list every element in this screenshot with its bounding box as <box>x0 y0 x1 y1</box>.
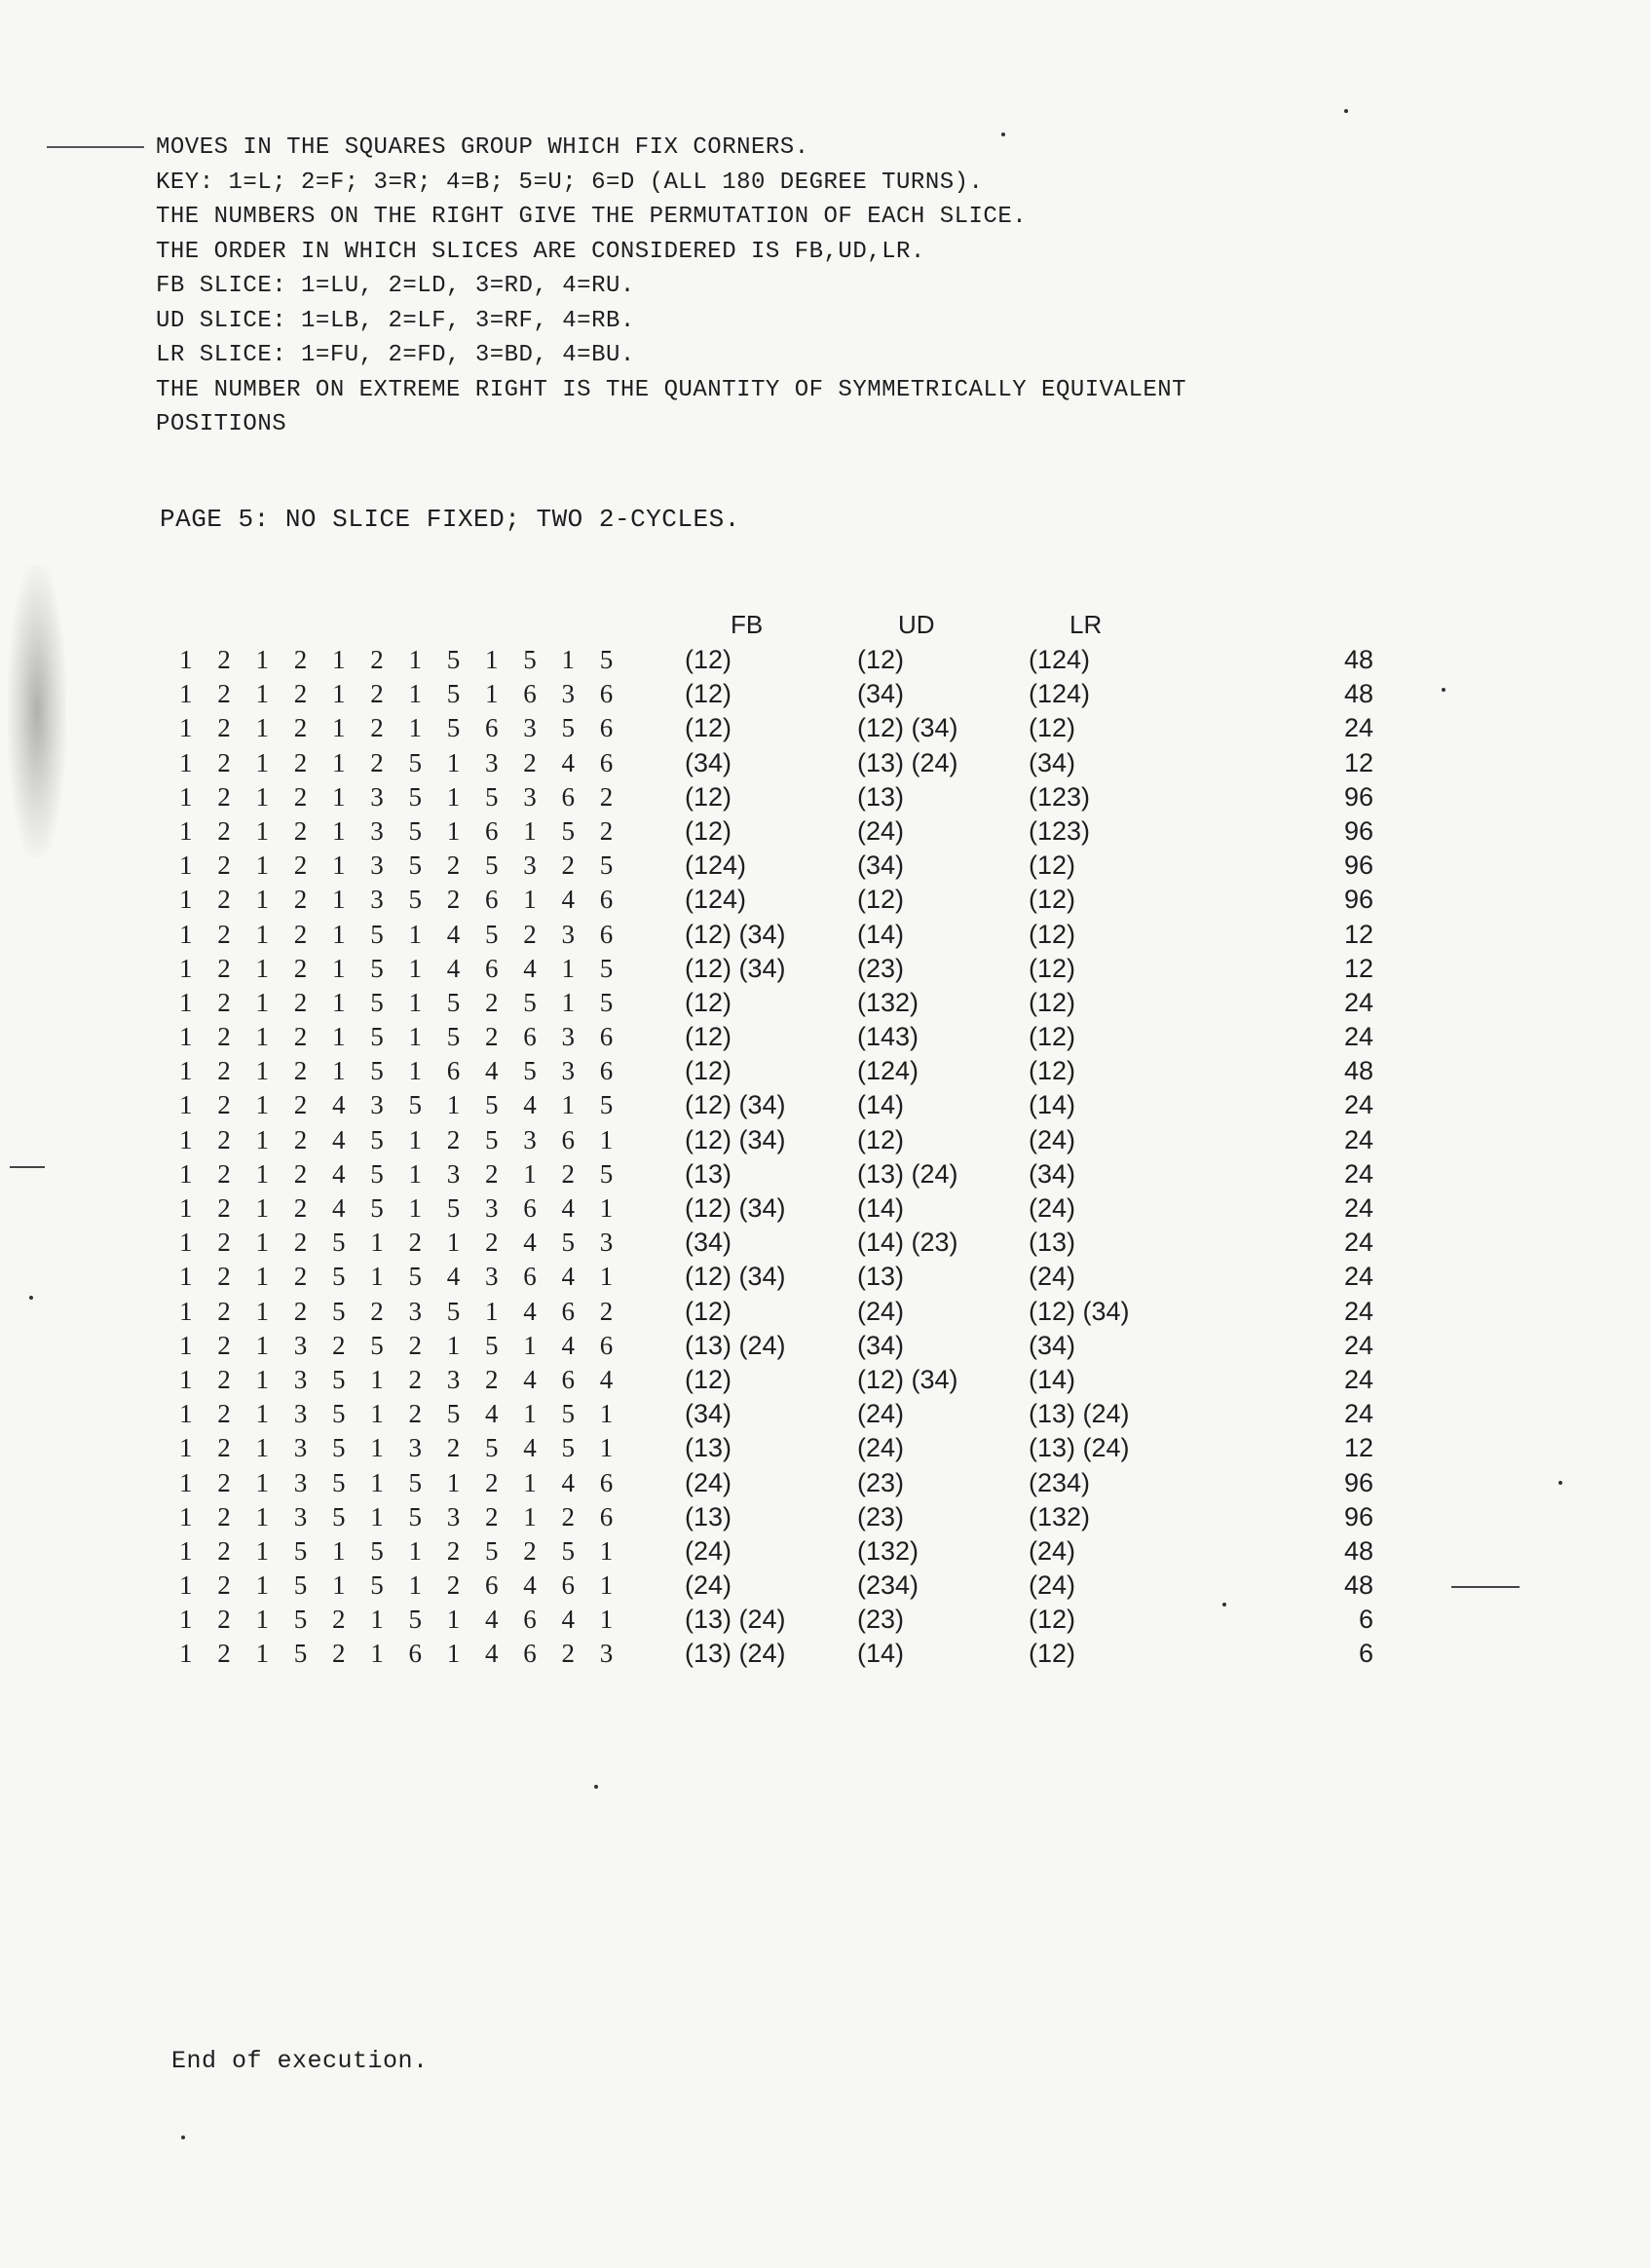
section-title: PAGE 5: NO SLICE FIXED; TWO 2-CYCLES. <box>160 505 740 534</box>
table-row <box>0 1123 1651 1157</box>
fb-permutation: (12) <box>685 1364 732 1394</box>
scan-speck <box>594 1785 598 1789</box>
scan-dash-mark <box>1451 1586 1520 1588</box>
lr-permutation: (13) <box>1029 1228 1076 1258</box>
fb-permutation: (13) (24) <box>685 1639 786 1669</box>
table-row <box>0 711 1651 745</box>
table-row <box>0 986 1651 1020</box>
ud-permutation: (132) <box>857 987 919 1017</box>
ud-permutation: (13) <box>857 781 905 812</box>
move-sequence: 1 2 1 2 1 3 5 2 6 1 4 6 <box>179 885 622 915</box>
footer-text: End of execution. <box>171 2047 429 2075</box>
fb-permutation: (34) <box>685 1228 732 1258</box>
ud-permutation: (13) (24) <box>857 1158 958 1189</box>
equivalent-count: 24 <box>1343 1296 1373 1326</box>
column-header-lr: LR <box>1069 610 1103 639</box>
equivalent-count: 48 <box>1343 1535 1373 1566</box>
fb-permutation: (12) <box>685 987 732 1017</box>
fb-permutation: (34) <box>685 1399 732 1429</box>
move-sequence: 1 2 1 2 1 2 1 5 1 6 3 6 <box>179 679 622 709</box>
lr-permutation: (12) <box>1029 919 1076 949</box>
equivalent-count: 96 <box>1343 1501 1373 1531</box>
lr-permutation: (12) <box>1029 1605 1076 1635</box>
table-row <box>0 1500 1651 1534</box>
table-row <box>0 746 1651 780</box>
fb-permutation: (13) <box>685 1501 732 1531</box>
lr-permutation: (24) <box>1029 1262 1076 1292</box>
ud-permutation: (34) <box>857 1330 905 1360</box>
column-header-fb: FB <box>731 610 764 639</box>
equivalent-count: 24 <box>1343 1124 1373 1154</box>
lr-permutation: (24) <box>1029 1535 1076 1566</box>
move-sequence: 1 2 1 3 5 1 2 3 2 4 6 4 <box>179 1364 622 1394</box>
move-sequence: 1 2 1 2 1 2 5 1 3 2 4 6 <box>179 747 622 777</box>
table-row <box>0 1397 1651 1431</box>
equivalent-count: 96 <box>1343 850 1373 881</box>
ud-permutation: (24) <box>857 815 905 846</box>
equivalent-count: 24 <box>1343 1228 1373 1258</box>
move-sequence: 1 2 1 3 5 1 3 2 5 4 5 1 <box>179 1433 622 1463</box>
fb-permutation: (12) <box>685 1022 732 1052</box>
fb-permutation: (12) (34) <box>685 953 786 983</box>
permutation-table <box>0 643 1651 1672</box>
lr-permutation: (12) <box>1029 885 1076 915</box>
lr-permutation: (12) <box>1029 1022 1076 1052</box>
header-line: THE NUMBER ON EXTREME RIGHT IS THE QUANTITY OF SYMMETRICALLY EQUIVALENT <box>156 376 1187 403</box>
fb-permutation: (12) (34) <box>685 1262 786 1292</box>
move-sequence: 1 2 1 5 2 1 6 1 4 6 2 3 <box>179 1639 622 1669</box>
scan-speck <box>1442 688 1445 692</box>
ud-permutation: (34) <box>857 850 905 881</box>
lr-permutation: (132) <box>1029 1501 1091 1531</box>
equivalent-count: 24 <box>1343 1158 1373 1189</box>
table-row <box>0 1157 1651 1191</box>
ud-permutation: (23) <box>857 953 905 983</box>
move-sequence: 1 2 1 2 1 5 1 4 5 2 3 6 <box>179 919 622 949</box>
ud-permutation: (14) <box>857 1639 905 1669</box>
table-row <box>0 1534 1651 1569</box>
table-row <box>0 1054 1651 1088</box>
move-sequence: 1 2 1 2 4 5 1 5 3 6 4 1 <box>179 1193 622 1223</box>
fb-permutation: (12) (34) <box>685 1124 786 1154</box>
ud-permutation: (13) <box>857 1262 905 1292</box>
table-row <box>0 1603 1651 1637</box>
move-sequence: 1 2 1 5 1 5 1 2 5 2 5 1 <box>179 1535 622 1566</box>
equivalent-count: 48 <box>1343 1056 1373 1086</box>
equivalent-count: 6 <box>1358 1605 1373 1635</box>
equivalent-count: 48 <box>1343 645 1373 674</box>
move-sequence: 1 2 1 2 1 5 1 5 2 5 1 5 <box>179 987 622 1017</box>
ud-permutation: (24) <box>857 1399 905 1429</box>
table-row <box>0 643 1651 677</box>
equivalent-count: 24 <box>1343 1022 1373 1052</box>
move-sequence: 1 2 1 2 1 2 1 5 6 3 5 6 <box>179 713 622 743</box>
move-sequence: 1 2 1 2 1 3 5 2 5 3 2 5 <box>179 850 622 881</box>
equivalent-count: 12 <box>1343 953 1373 983</box>
equivalent-count: 24 <box>1343 1330 1373 1360</box>
ud-permutation: (12) <box>857 885 905 915</box>
ud-permutation: (13) (24) <box>857 747 958 777</box>
ud-permutation: (34) <box>857 679 905 709</box>
header-line: THE NUMBERS ON THE RIGHT GIVE THE PERMUTATION OF EACH SLICE. <box>156 204 1028 230</box>
ud-permutation: (143) <box>857 1022 919 1052</box>
header-line: LR SLICE: 1=FU, 2=FD, 3=BD, 4=BU. <box>156 342 635 368</box>
table-row <box>0 1088 1651 1122</box>
fb-permutation: (12) <box>685 1296 732 1326</box>
header-line: KEY: 1=L; 2=F; 3=R; 4=B; 5=U; 6=D (ALL 180 DEGREE TURNS). <box>156 169 984 196</box>
lr-permutation: (14) <box>1029 1090 1076 1120</box>
move-sequence: 1 2 1 2 5 2 3 5 1 4 6 2 <box>179 1296 622 1326</box>
table-row <box>0 1020 1651 1054</box>
table-row <box>0 1191 1651 1226</box>
fb-permutation: (13) <box>685 1158 732 1189</box>
fb-permutation: (124) <box>685 850 747 881</box>
ud-permutation: (132) <box>857 1535 919 1566</box>
table-row <box>0 780 1651 814</box>
lr-permutation: (34) <box>1029 1158 1076 1189</box>
equivalent-count: 24 <box>1343 1364 1373 1394</box>
equivalent-count: 12 <box>1343 747 1373 777</box>
scan-dash-mark <box>10 1166 45 1168</box>
table-row <box>0 1466 1651 1500</box>
ud-permutation: (14) <box>857 1090 905 1120</box>
ud-permutation: (24) <box>857 1296 905 1326</box>
fb-permutation: (13) <box>685 1433 732 1463</box>
ud-permutation: (24) <box>857 1433 905 1463</box>
move-sequence: 1 2 1 2 1 5 1 5 2 6 3 6 <box>179 1022 622 1052</box>
column-header-ud: UD <box>898 610 935 639</box>
lr-permutation: (12) <box>1029 1639 1076 1669</box>
fb-permutation: (124) <box>685 885 747 915</box>
column-headers <box>0 610 1651 645</box>
table-row <box>0 1295 1651 1329</box>
lr-permutation: (24) <box>1029 1193 1076 1223</box>
margin-rule <box>47 146 144 148</box>
move-sequence: 1 2 1 2 1 5 1 6 4 5 3 6 <box>179 1056 622 1086</box>
scan-speck <box>1558 1481 1562 1485</box>
header-line: POSITIONS <box>156 411 287 437</box>
lr-permutation: (14) <box>1029 1364 1076 1394</box>
lr-permutation: (123) <box>1029 781 1091 812</box>
table-row <box>0 952 1651 986</box>
ud-permutation: (12) <box>857 1124 905 1154</box>
fb-permutation: (12) (34) <box>685 919 786 949</box>
move-sequence: 1 2 1 5 2 1 5 1 4 6 4 1 <box>179 1605 622 1635</box>
lr-permutation: (12) <box>1029 713 1076 743</box>
table-row <box>0 1569 1651 1603</box>
equivalent-count: 24 <box>1343 1262 1373 1292</box>
table-row <box>0 883 1651 917</box>
scan-speck <box>29 1296 33 1300</box>
lr-permutation: (12) (34) <box>1029 1296 1130 1326</box>
fb-permutation: (12) <box>685 815 732 846</box>
move-sequence: 1 2 1 2 5 1 5 4 3 6 4 1 <box>179 1262 622 1292</box>
lr-permutation: (124) <box>1029 679 1091 709</box>
ud-permutation: (23) <box>857 1605 905 1635</box>
equivalent-count: 96 <box>1343 1467 1373 1497</box>
lr-permutation: (13) (24) <box>1029 1433 1130 1463</box>
table-row <box>0 1329 1651 1363</box>
fb-permutation: (24) <box>685 1467 732 1497</box>
table-row <box>0 1226 1651 1260</box>
fb-permutation: (12) <box>685 713 732 743</box>
fb-permutation: (12) <box>685 645 732 674</box>
ud-permutation: (14) <box>857 1193 905 1223</box>
equivalent-count: 96 <box>1343 781 1373 812</box>
ud-permutation: (23) <box>857 1501 905 1531</box>
table-row <box>0 849 1651 883</box>
move-sequence: 1 2 1 3 5 1 5 1 2 1 4 6 <box>179 1467 622 1497</box>
equivalent-count: 96 <box>1343 815 1373 846</box>
fb-permutation: (13) (24) <box>685 1330 786 1360</box>
lr-permutation: (12) <box>1029 1056 1076 1086</box>
header-line: UD SLICE: 1=LB, 2=LF, 3=RF, 4=RB. <box>156 307 635 334</box>
table-row <box>0 677 1651 711</box>
move-sequence: 1 2 1 2 1 3 5 1 6 1 5 2 <box>179 815 622 846</box>
equivalent-count: 6 <box>1358 1639 1373 1669</box>
fb-permutation: (24) <box>685 1535 732 1566</box>
move-sequence: 1 2 1 2 1 5 1 4 6 4 1 5 <box>179 953 622 983</box>
lr-permutation: (13) (24) <box>1029 1399 1130 1429</box>
equivalent-count: 48 <box>1343 1570 1373 1601</box>
ud-permutation: (234) <box>857 1570 919 1601</box>
header-block <box>156 131 1442 442</box>
scan-speck <box>1001 132 1005 136</box>
ud-permutation: (12) (34) <box>857 713 958 743</box>
table-row <box>0 1260 1651 1294</box>
equivalent-count: 12 <box>1343 919 1373 949</box>
lr-permutation: (12) <box>1029 953 1076 983</box>
move-sequence: 1 2 1 3 5 1 5 3 2 1 2 6 <box>179 1501 622 1531</box>
move-sequence: 1 2 1 5 1 5 1 2 6 4 6 1 <box>179 1570 622 1601</box>
fb-permutation: (12) <box>685 679 732 709</box>
equivalent-count: 96 <box>1343 885 1373 915</box>
table-row <box>0 918 1651 952</box>
fb-permutation: (12) (34) <box>685 1090 786 1120</box>
ud-permutation: (12) (34) <box>857 1364 958 1394</box>
move-sequence: 1 2 1 2 4 5 1 2 5 3 6 1 <box>179 1124 622 1154</box>
fb-permutation: (13) (24) <box>685 1605 786 1635</box>
equivalent-count: 24 <box>1343 987 1373 1017</box>
fb-permutation: (24) <box>685 1570 732 1601</box>
lr-permutation: (24) <box>1029 1124 1076 1154</box>
fb-permutation: (12) <box>685 1056 732 1086</box>
table-row <box>0 1431 1651 1465</box>
move-sequence: 1 2 1 2 5 1 2 1 2 4 5 3 <box>179 1228 622 1258</box>
move-sequence: 1 2 1 3 2 5 2 1 5 1 4 6 <box>179 1330 622 1360</box>
scan-speck <box>181 2136 185 2139</box>
header-line: THE ORDER IN WHICH SLICES ARE CONSIDERED IS FB,UD,LR. <box>156 238 925 265</box>
lr-permutation: (34) <box>1029 1330 1076 1360</box>
header-line: MOVES IN THE SQUARES GROUP WHICH FIX CORNERS. <box>156 134 809 161</box>
table-row <box>0 814 1651 849</box>
lr-permutation: (123) <box>1029 815 1091 846</box>
ud-permutation: (124) <box>857 1056 919 1086</box>
equivalent-count: 24 <box>1343 713 1373 743</box>
ud-permutation: (12) <box>857 645 905 674</box>
equivalent-count: 24 <box>1343 1193 1373 1223</box>
fb-permutation: (12) <box>685 781 732 812</box>
fb-permutation: (34) <box>685 747 732 777</box>
lr-permutation: (34) <box>1029 747 1076 777</box>
move-sequence: 1 2 1 2 1 2 1 5 1 5 1 5 <box>179 645 622 674</box>
lr-permutation: (12) <box>1029 987 1076 1017</box>
lr-permutation: (234) <box>1029 1467 1091 1497</box>
lr-permutation: (12) <box>1029 850 1076 881</box>
scan-speck <box>1222 1603 1226 1606</box>
move-sequence: 1 2 1 2 4 3 5 1 5 4 1 5 <box>179 1090 622 1120</box>
table-row <box>0 1363 1651 1397</box>
equivalent-count: 48 <box>1343 679 1373 709</box>
move-sequence: 1 2 1 2 4 5 1 3 2 1 2 5 <box>179 1158 622 1189</box>
equivalent-count: 12 <box>1343 1433 1373 1463</box>
lr-permutation: (124) <box>1029 645 1091 674</box>
table-row <box>0 1637 1651 1671</box>
fb-permutation: (12) (34) <box>685 1193 786 1223</box>
move-sequence: 1 2 1 2 1 3 5 1 5 3 6 2 <box>179 781 622 812</box>
move-sequence: 1 2 1 3 5 1 2 5 4 1 5 1 <box>179 1399 622 1429</box>
header-line: FB SLICE: 1=LU, 2=LD, 3=RD, 4=RU. <box>156 273 635 299</box>
scan-speck <box>1344 109 1348 113</box>
ud-permutation: (14) <box>857 919 905 949</box>
equivalent-count: 24 <box>1343 1399 1373 1429</box>
equivalent-count: 24 <box>1343 1090 1373 1120</box>
lr-permutation: (24) <box>1029 1570 1076 1601</box>
ud-permutation: (23) <box>857 1467 905 1497</box>
ud-permutation: (14) (23) <box>857 1228 958 1258</box>
